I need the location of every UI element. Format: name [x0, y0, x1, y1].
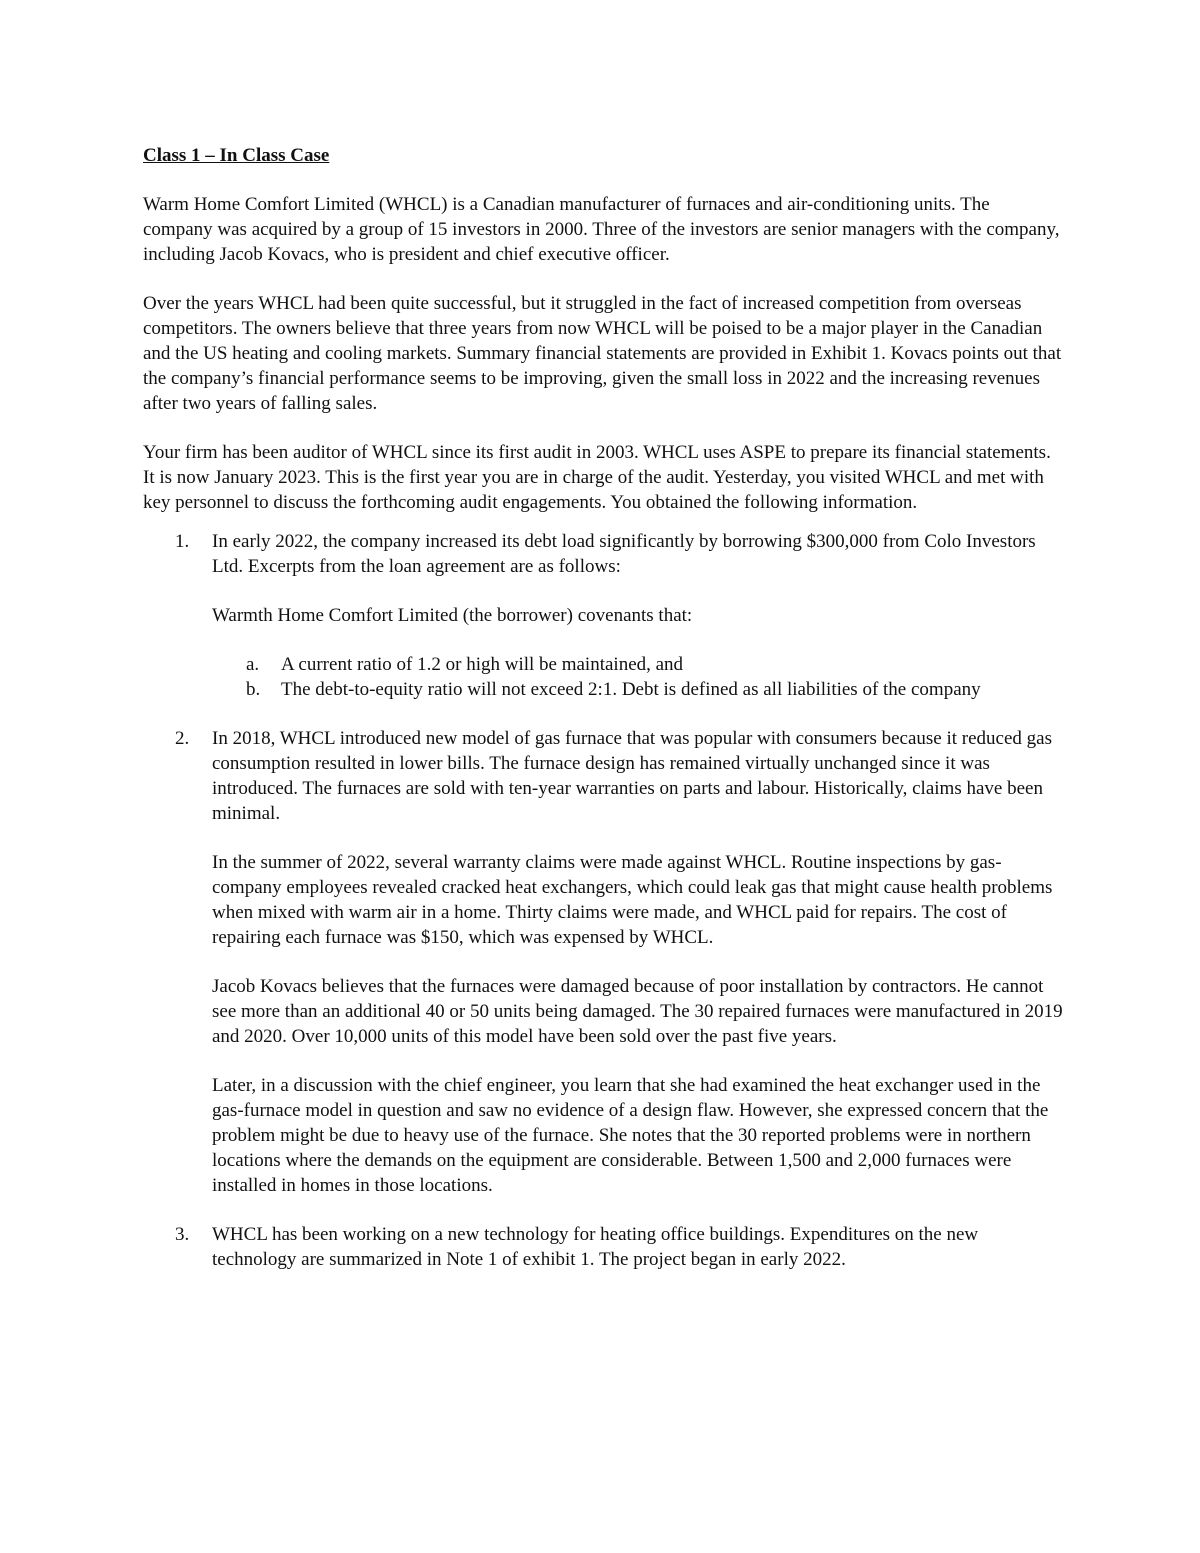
- list-item-1: [143, 529, 1063, 702]
- background-paragraph: Over the years WHCL had been quite successful, but it struggled in the fact of increased competition from overseas competitors. The owners believe that three years from now WHCL will be poised to be a major player in the Canadian and the US heating and cooling markets. Summary financial statements are provided in Exhibit 1. Kovacs points out that the company’s financial performance seems to be improving, given the small loss in 2022 and the increasing revenues after two years of falling sales.: [143, 293, 1062, 414]
- covenant-text: A current ratio of 1.2 or high will be maintained, and: [281, 654, 684, 675]
- list-item-2: [143, 726, 1063, 1198]
- list-item-paragraph: WHCL has been working on a new technology for heating office buildings. Expenditures on the new technology are summarized in Note 1 of exhibit 1. The project began in early 2022.: [212, 1224, 979, 1270]
- list-item-paragraph: Jacob Kovacs believes that the furnaces were damaged because of poor installation by contractors. He cannot see more than an additional 40 or 50 units being damaged. The 30 repaired furnaces were manufactured in 2019 and 2020. Over 10,000 units of this model have been sold over the past five years.: [212, 976, 1063, 1047]
- covenant-item-a: [212, 652, 1063, 677]
- covenant-item-b: [212, 677, 1063, 702]
- list-item-number: 3.: [175, 1224, 190, 1245]
- numbered-list: [143, 529, 1063, 1272]
- list-item-paragraph: Later, in a discussion with the chief engineer, you learn that she had examined the heat exchanger used in the gas-furnace model in question and saw no evidence of a design flaw. However, she expressed concern that the problem might be due to heavy use of the furnace. She notes that the 30 reported problems were in northern locations where the demands on the equipment are considerable. Between 1,500 and 2,000 furnaces were installed in homes in those locations.: [212, 1075, 1049, 1196]
- intro-paragraph: Warm Home Comfort Limited (WHCL) is a Canadian manufacturer of furnaces and air-conditioning units. The company was acquired by a group of 15 investors in 2000. Three of the investors are senior managers with the company, including Jacob Kovacs, who is president and chief executive officer.: [143, 194, 1060, 265]
- document-page: [143, 143, 1063, 1296]
- list-item-paragraph: Warmth Home Comfort Limited (the borrower) covenants that:: [212, 605, 693, 626]
- list-item-number: 1.: [175, 531, 190, 552]
- list-item-3: [143, 1222, 1063, 1272]
- list-item-paragraph: In the summer of 2022, several warranty claims were made against WHCL. Routine inspections by gas-company employees revealed cracked heat exchangers, which could leak gas that might cause health problems when mixed with warm air in a home. Thirty claims were made, and WHCL paid for repairs. The cost of repairing each furnace was $150, which was expensed by WHCL.: [212, 852, 1053, 948]
- covenant-letter: a.: [246, 654, 260, 675]
- list-item-paragraph: In early 2022, the company increased its debt load significantly by borrowing $300,000 from Colo Investors Ltd. Excerpts from the loan agreement are as follows:: [212, 531, 1036, 577]
- covenant-list: [212, 652, 1063, 702]
- list-item-paragraph: In 2018, WHCL introduced new model of gas furnace that was popular with consumers because it reduced gas consumption resulted in lower bills. The furnace design has remained virtually unchanged since it was introduced. The furnaces are sold with ten-year warranties on parts and labour. Historically, claims have been minimal.: [212, 728, 1052, 824]
- list-item-number: 2.: [175, 728, 190, 749]
- covenant-text: The debt-to-equity ratio will not exceed 2:1. Debt is defined as all liabilities of the company: [281, 679, 981, 700]
- covenant-letter: b.: [246, 679, 261, 700]
- engagement-paragraph: Your firm has been auditor of WHCL since its first audit in 2003. WHCL uses ASPE to prepare its financial statements. It is now January 2023. This is the first year you are in charge of the audit. Yesterday, you visited WHCL and met with key personnel to discuss the forthcoming audit engagements. You obtained the following information.: [143, 442, 1051, 513]
- document-title: Class 1 – In Class Case: [143, 145, 330, 166]
